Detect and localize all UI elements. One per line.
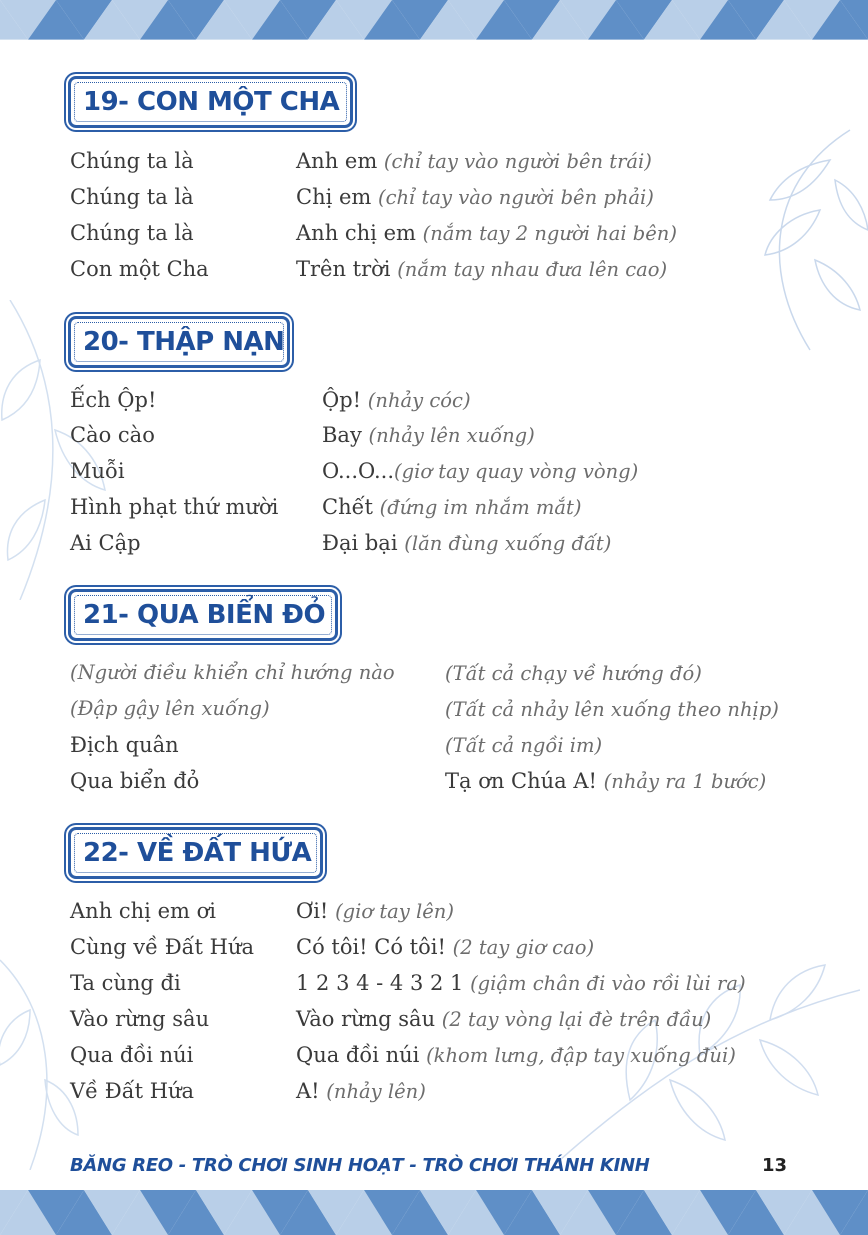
action-note: (nắm tay nhau đưa lên cao) bbox=[397, 258, 668, 281]
list-item bbox=[70, 418, 790, 452]
page-number: 13 bbox=[762, 1155, 788, 1176]
action-note: (chỉ tay vào người bên trái) bbox=[383, 150, 652, 173]
action-note: (giơ tay lên) bbox=[335, 900, 454, 923]
section-title-text: 22- VỀ ĐẤT HỨA bbox=[83, 838, 312, 868]
response-text: Anh em bbox=[296, 149, 378, 173]
list-item bbox=[70, 1074, 810, 1108]
action-note: (chỉ tay vào người bên phải) bbox=[378, 186, 654, 209]
response-text: Qua đồi núi bbox=[296, 1043, 420, 1067]
call-note: (Người điều khiển chỉ hướng nào bbox=[70, 661, 395, 684]
response-text: Bay bbox=[322, 423, 362, 447]
section-title-text: 21- QUA BIỂN ĐỎ bbox=[83, 600, 326, 630]
action-note: (đứng im nhắm mắt) bbox=[379, 496, 582, 519]
list-item bbox=[70, 216, 790, 250]
bottom-triangle-band bbox=[0, 1185, 868, 1235]
action-note: (2 tay giơ cao) bbox=[452, 936, 595, 959]
response-text: Tạ ơn Chúa A! bbox=[445, 769, 597, 793]
response-text: Ộp! bbox=[322, 388, 362, 412]
call-text: Con một Cha bbox=[70, 257, 209, 281]
action-note: (nhảy cóc) bbox=[367, 389, 471, 412]
list-item bbox=[70, 252, 790, 286]
response-text: Ơi! bbox=[296, 899, 329, 923]
section-title-20 bbox=[68, 316, 290, 368]
footer-book-title: BĂNG REO - TRÒ CHƠI SINH HOẠT - TRÒ CHƠI THÁNH KINH bbox=[70, 1155, 650, 1176]
call-text: Ta cùng đi bbox=[70, 971, 181, 995]
list-item bbox=[70, 454, 790, 488]
action-note: (nhảy lên xuống) bbox=[368, 424, 535, 447]
list-item bbox=[70, 383, 790, 417]
list-item bbox=[70, 764, 810, 798]
list-item bbox=[70, 728, 810, 762]
action-note: (Tất cả chạy về hướng đó) bbox=[445, 662, 702, 685]
call-text: Qua đồi núi bbox=[70, 1043, 194, 1067]
response-text: Anh chị em bbox=[296, 221, 416, 245]
call-text: Hình phạt thứ mười bbox=[70, 495, 279, 519]
list-item bbox=[70, 966, 810, 1000]
call-text: Ếch Ộp! bbox=[70, 388, 157, 412]
action-note: (giậm chân đi vào rồi lùi ra) bbox=[470, 972, 746, 995]
call-note: (Đập gậy lên xuống) bbox=[70, 697, 270, 720]
response-text: Vào rừng sâu bbox=[296, 1007, 436, 1031]
list-item bbox=[70, 490, 790, 524]
list-item bbox=[70, 1038, 810, 1072]
section-title-21 bbox=[68, 589, 338, 641]
list-item bbox=[70, 692, 810, 726]
call-text: Về Đất Hứa bbox=[70, 1079, 195, 1103]
action-note: (giơ tay quay vòng vòng) bbox=[394, 460, 639, 483]
action-note: (lăn đùng xuống đất) bbox=[404, 532, 612, 555]
call-text: Muỗi bbox=[70, 459, 125, 483]
action-note: (khom lưng, đập tay xuống đùi) bbox=[426, 1044, 736, 1067]
call-text: Chúng ta là bbox=[70, 221, 194, 245]
section-title-22 bbox=[68, 827, 323, 879]
action-note: (Tất cả nhảy lên xuống theo nhịp) bbox=[445, 698, 779, 721]
action-note: (nhảy ra 1 bước) bbox=[603, 770, 767, 793]
response-text: Chết bbox=[322, 495, 373, 519]
call-text: Anh chị em ơi bbox=[70, 899, 216, 923]
list-item bbox=[70, 180, 790, 214]
list-item bbox=[70, 144, 790, 178]
section-title-text: 19- CON MỘT CHA bbox=[83, 87, 340, 117]
response-text: Đại bại bbox=[322, 531, 398, 555]
list-item bbox=[70, 894, 810, 928]
action-note: (2 tay vòng lại đè trên đầu) bbox=[441, 1008, 712, 1031]
call-text: Cào cào bbox=[70, 423, 155, 447]
call-text: Qua biển đỏ bbox=[70, 769, 200, 793]
list-item bbox=[70, 1002, 810, 1036]
section-title-19 bbox=[68, 76, 353, 128]
response-text: A! bbox=[296, 1079, 320, 1103]
top-triangle-band bbox=[0, 0, 868, 72]
call-text: Vào rừng sâu bbox=[70, 1007, 210, 1031]
action-note: (nắm tay 2 người hai bên) bbox=[422, 222, 677, 245]
call-text: Chúng ta là bbox=[70, 149, 194, 173]
call-text: Cùng về Đất Hứa bbox=[70, 935, 254, 959]
action-note: (Tất cả ngồi im) bbox=[445, 734, 603, 757]
call-text: Địch quân bbox=[70, 733, 179, 757]
section-title-text: 20- THẬP NẠN bbox=[83, 327, 285, 357]
list-item bbox=[70, 656, 810, 690]
call-text: Ai Cập bbox=[70, 531, 141, 555]
response-text: 1 2 3 4 - 4 3 2 1 bbox=[296, 971, 464, 995]
leaf-decoration-icon bbox=[0, 950, 80, 1170]
list-item bbox=[70, 526, 790, 560]
response-text: Chị em bbox=[296, 185, 372, 209]
call-text: Chúng ta là bbox=[70, 185, 194, 209]
list-item bbox=[70, 930, 810, 964]
action-note: (nhảy lên) bbox=[326, 1080, 426, 1103]
response-text: O...O... bbox=[322, 459, 395, 483]
response-text: Có tôi! Có tôi! bbox=[296, 935, 446, 959]
response-text: Trên trời bbox=[296, 257, 391, 281]
